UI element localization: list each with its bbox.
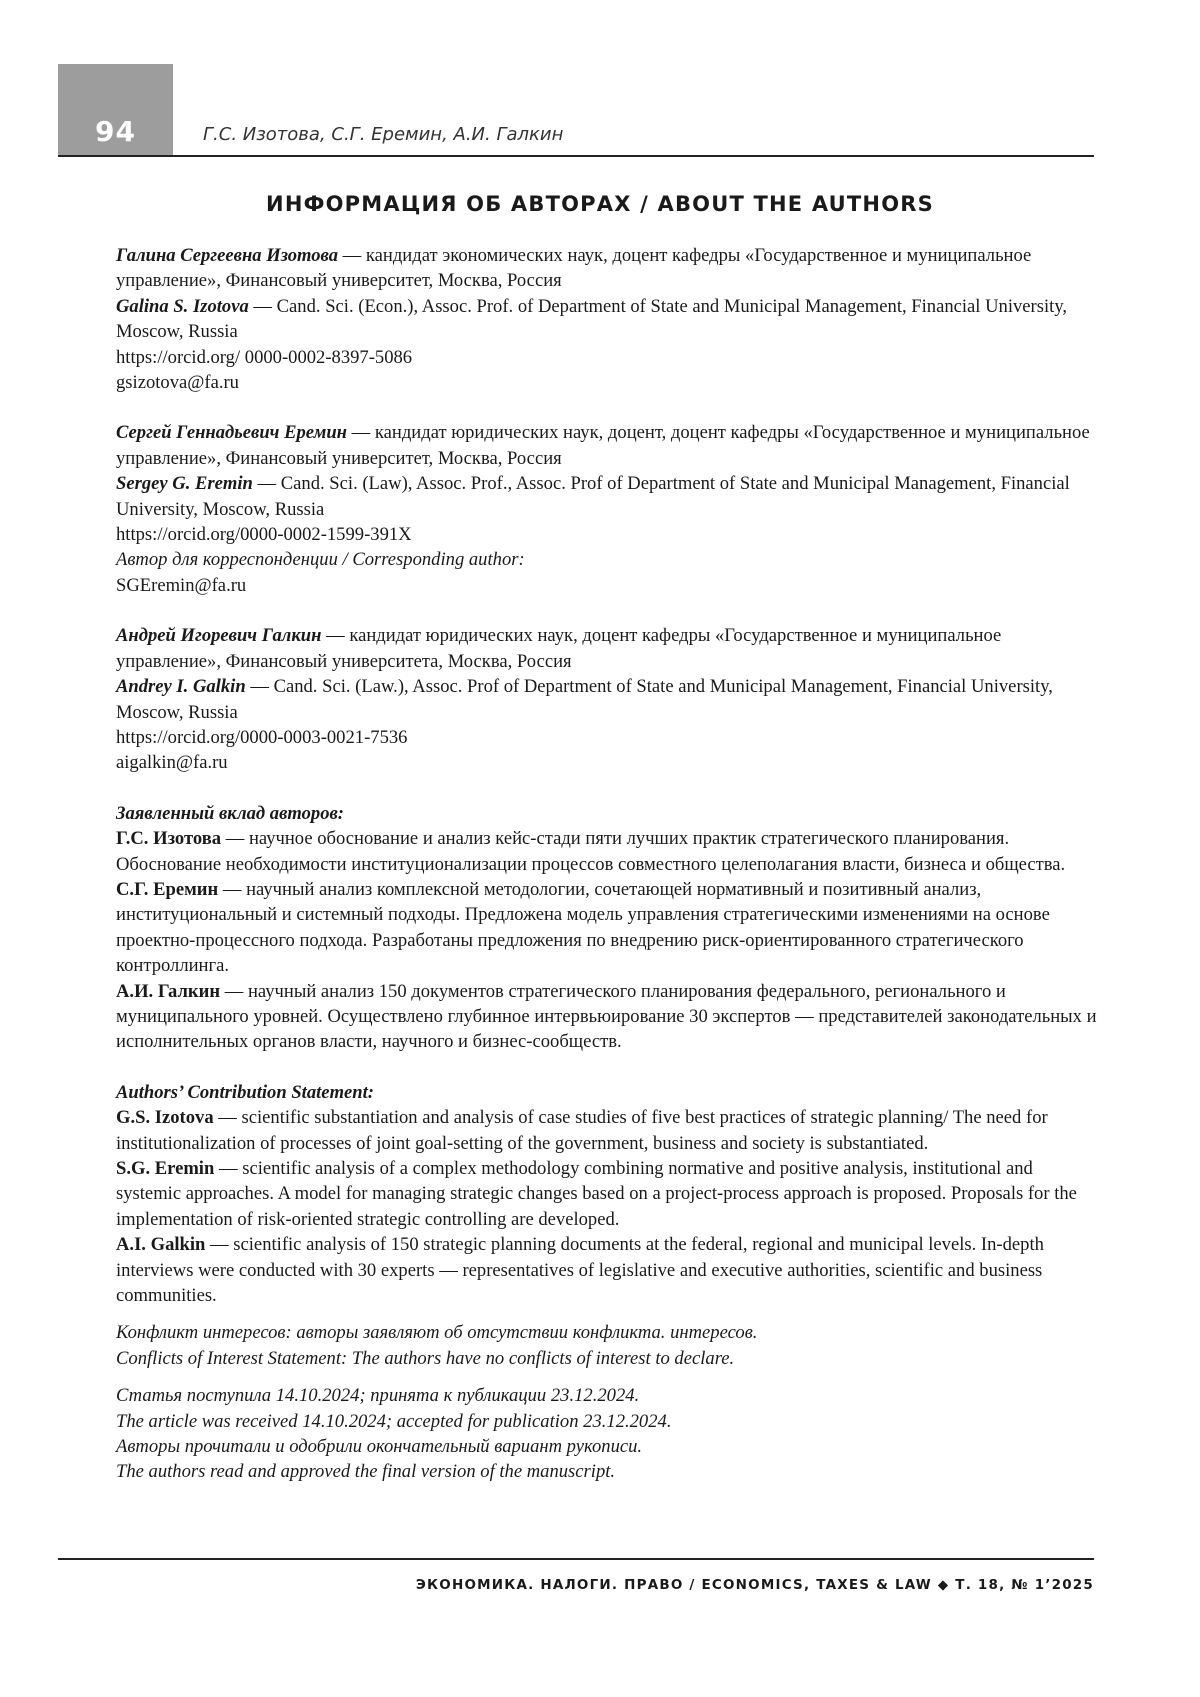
diamond-icon: ◆: [937, 1577, 950, 1593]
contribution-item: [116, 826, 1101, 877]
conflict-en: Conflicts of Interest Statement: The authors have no conflicts of interest to declare.: [116, 1347, 735, 1369]
author-block-eremin: [116, 420, 1101, 598]
page-number: 94: [95, 115, 136, 148]
contribution-text: — научный анализ комплексной методологии, сочетающей нормативный и позитивный анализ, институциональный и системный подходы. Предложена модель управления стратегическими изменениями на основе проектно-процессного подхода. Разработаны предложения по внедрению риск-ориентированного стратегического контроллинга.: [116, 878, 1050, 977]
author-block-galkin: [116, 623, 1101, 775]
author-en-line: [116, 471, 1101, 522]
author-ru-desc: — кандидат юридических наук, доцент, доцент кафедры «Государственное и муниципальное управление», Финансовый университет, Москва, Россия: [116, 422, 1090, 469]
author-en-line: [116, 294, 1101, 345]
contribution-item: [116, 1105, 1101, 1156]
header-rule: [58, 155, 1094, 157]
contribution-ru: [116, 801, 1101, 1055]
author-orcid: https://orcid.org/ 0000-0002-8397-5086: [116, 346, 413, 368]
contribution-text: — scientific analysis of 150 strategic planning documents at the federal, regional and municipal levels. In-depth interviews were conducted with 30 experts — representatives of legislative and executive authorities, scientific and business communities.: [116, 1234, 1044, 1307]
author-ru-line: [116, 243, 1101, 294]
author-ru-name: Сергей Геннадьевич Еремин: [116, 422, 347, 444]
article-dates: [116, 1383, 1101, 1485]
contribution-item: [116, 1232, 1101, 1308]
author-en-desc: — Cand. Sci. (Econ.), Assoc. Prof. of Department of State and Municipal Management, Financial University, Moscow, Russia: [116, 295, 1068, 343]
contribution-ru-heading: Заявленный вклад авторов:: [116, 802, 345, 824]
contribution-text: — научный анализ 150 документов стратегического планирования федерального, регионального и муниципального уровней. Осуществлено глубинное интервьюирование 30 экспертов — представителей законодательных и исполнительных органов власти, научного и бизнес-сообществ.: [116, 980, 1097, 1053]
author-email: gsizotova@fa.ru: [116, 372, 239, 394]
contribution-item: [116, 979, 1101, 1055]
author-ru-name: Андрей Игоревич Галкин: [116, 625, 322, 647]
author-en-name: Galina S. Izotova: [116, 295, 249, 317]
contribution-item: [116, 877, 1101, 979]
author-en-name: Sergey G. Eremin: [116, 473, 253, 495]
author-email: aigalkin@fa.ru: [116, 752, 228, 774]
approved-en: The authors read and approved the final version of the manuscript.: [116, 1461, 616, 1483]
author-ru-name: Галина Сергеевна Изотова: [116, 245, 338, 266]
contribution-author: А.И. Галкин: [116, 980, 221, 1002]
journal-issue: Т. 18, № 1’2025: [955, 1577, 1094, 1593]
contribution-en-heading: Authors’ Contribution Statement:: [116, 1081, 374, 1103]
author-en-desc: — Cand. Sci. (Law.), Assoc. Prof of Department of State and Municipal Management, Financial University, Moscow, Russia: [116, 676, 1053, 723]
author-ru-line: [116, 623, 1101, 674]
author-orcid: https://orcid.org/0000-0003-0021-7536: [116, 726, 408, 748]
journal-title: ЭКОНОМИКА. НАЛОГИ. ПРАВО / ECONOMICS, TAXES & LAW: [415, 1577, 932, 1593]
contribution-text: — scientific substantiation and analysis of case studies of five best practices of strategic planning/ The need for institutionalization of processes of joint goal-setting of the government, business and society is substantiated.: [116, 1107, 1048, 1154]
conflict-statement: [116, 1320, 1101, 1371]
author-block-izotova: [116, 243, 1101, 395]
contribution-author: G.S. Izotova: [116, 1107, 214, 1129]
received-en: The article was received 14.10.2024; accepted for publication 23.12.2024.: [116, 1410, 672, 1432]
author-ru-desc: — кандидат экономических наук, доцент кафедры «Государственное и муниципальное управление», Финансовый университет, Москва, Россия: [116, 245, 1032, 292]
author-ru-desc: — кандидат юридических наук, доцент кафедры «Государственное и муниципальное управление», Финансовый университета, Москва, Россия: [116, 625, 1002, 672]
corresponding-author-label: Автор для корреспонденции / Corresponding author:: [116, 549, 525, 571]
received-ru: Статья поступила 14.10.2024; принята к публикации 23.12.2024.: [116, 1385, 640, 1407]
author-en-desc: — Cand. Sci. (Law), Assoc. Prof., Assoc. Prof of Department of State and Municipal Management, Financial University, Moscow, Russia: [116, 473, 1070, 520]
running-head: Г.С. Изотова, С.Г. Еремин, А.И. Галкин: [203, 124, 564, 145]
conflict-ru: Конфликт интересов: авторы заявляют об отсутствии конфликта. интересов.: [116, 1322, 758, 1344]
author-email: SGEremin@fa.ru: [116, 574, 247, 596]
journal-footer: [416, 1577, 1094, 1593]
contribution-text: — scientific analysis of a complex methodology combining normative and positive analysis, institutional and systemic approaches. A model for managing strategic changes based on a project-process approach is proposed. Proposals for the implementation of risk-oriented strategic controlling are developed.: [116, 1158, 1077, 1230]
author-en-line: [116, 674, 1101, 725]
section-heading: ИНФОРМАЦИЯ ОБ АВТОРАХ / ABOUT THE AUTHORS: [266, 192, 934, 216]
contribution-en: [116, 1080, 1101, 1309]
author-orcid: https://orcid.org/0000-0002-1599-391X: [116, 524, 412, 546]
article-content: [116, 243, 1101, 1485]
contribution-author: S.G. Eremin: [116, 1158, 215, 1179]
contribution-item: [116, 1156, 1101, 1232]
footer-rule: [58, 1558, 1094, 1560]
approved-ru: Авторы прочитали и одобрили окончательный вариант рукописи.: [116, 1436, 643, 1458]
author-ru-line: [116, 420, 1101, 471]
contribution-author: Г.С. Изотова: [116, 828, 222, 850]
author-en-name: Andrey I. Galkin: [116, 676, 246, 698]
contribution-author: A.I. Galkin: [116, 1234, 206, 1256]
contribution-text: — научное обоснование и анализ кейс-стади пяти лучших практик стратегического планирования. Обоснование необходимости институционализации процессов совместного целеполагания власти, бизнеса и общества.: [116, 828, 1066, 875]
contribution-author: С.Г. Еремин: [116, 878, 219, 900]
